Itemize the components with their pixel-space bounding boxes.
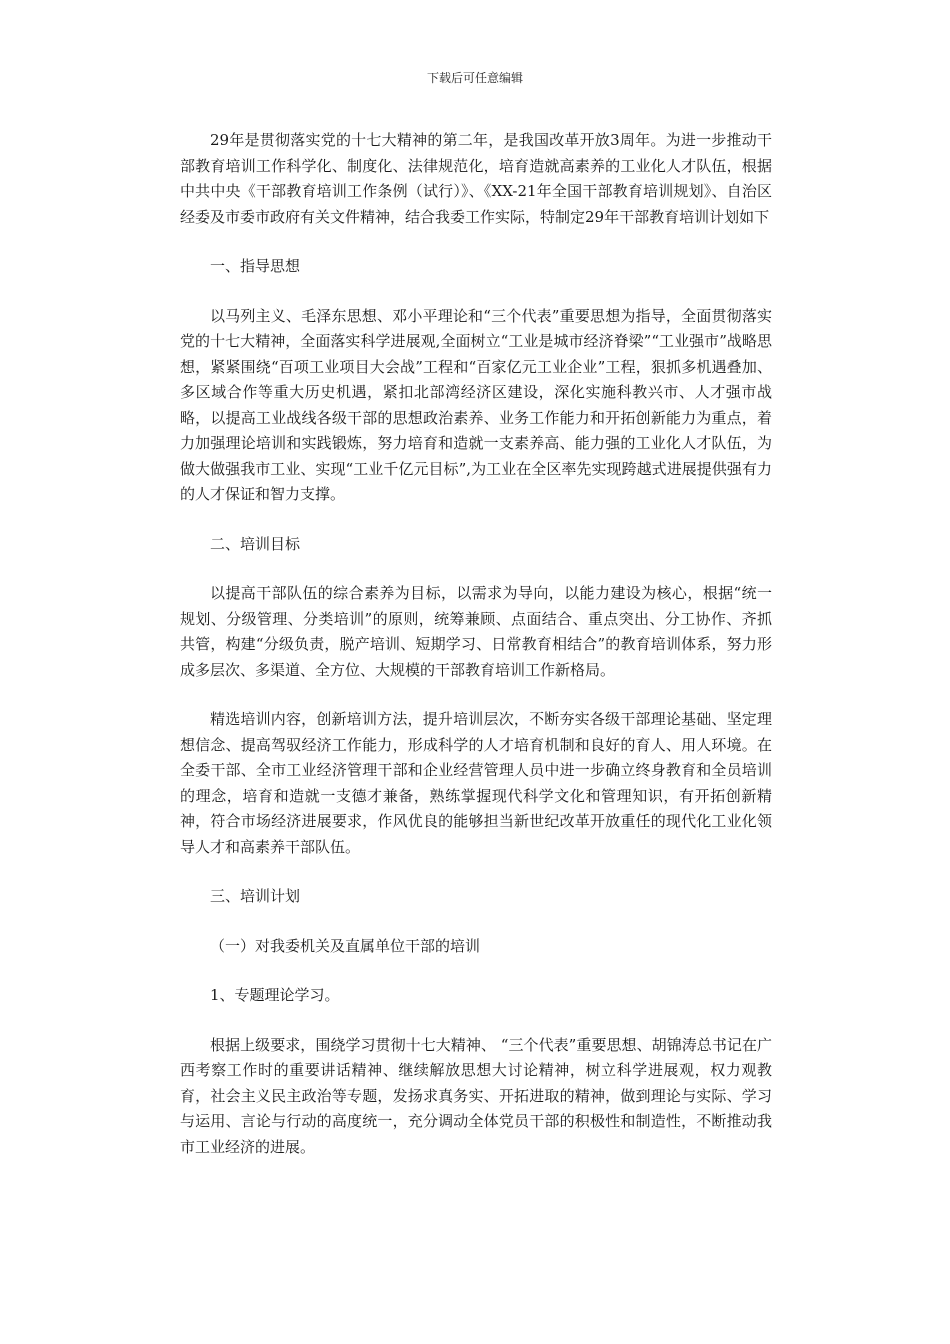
guiding-ideology-paragraph: 以马列主义、毛泽东思想、邓小平理论和“三个代表”重要思想为指导，全面贯彻落实党的十七大精神，全面落实科学进展观,全面树立“工业是城市经济脊梁”“工业强市”战略思想，紧紧围绕“百项工业项目大会战”工程和“百家亿元工业企业”工程，狠抓多机遇叠加、多区域合作等重大历史机遇，紧扣北部湾经济区建设，深化实施科教兴市、人才强市战略，以提高工业战线各级干部的思想政治素养、业务工作能力和开拓创新能力为重点，着力加强理论培训和实践锻炼，努力培育和造就一支素养高、能力强的工业化人才队伍，为做大做强我市工业、实现“工业千亿元目标”,为工业在全区率先实现跨越式进展提供强有力的人才保证和智力支撑。 (180, 306, 772, 503)
training-goals-paragraph-2: 精选培训内容，创新培训方法，提升培训层次，不断夯实各级干部理论基础、坚定理想信念、提高驾驭经济工作能力，形成科学的人才培育机制和良好的育人、用人环境。在全委干部、全市工业经济管理干部和企业经营管理人员中进一步确立终身教育和全员培训的理念，培育和造就一支德才兼备，熟练掌握现代科学文化和管理知识，有开拓创新精神，符合市场经济进展要求，作风优良的能够担当新世纪改革开放重任的现代化工业化领导人才和高素养干部队伍。 (180, 710, 772, 856)
subsection-heading-agency-staff: （一）对我委机关及直属单位干部的培训 (210, 936, 481, 955)
item-heading-theory-study: 1、专题理论学习。 (210, 986, 340, 1004)
document-body (180, 128, 772, 1184)
theory-study-paragraph: 根据上级要求，围绕学习贯彻十七大精神、 “三个代表”重要思想、胡锦涛总书记在广西考察工作时的重要讲话精神、继续解放思想大讨论精神，树立科学进展观，权力观教育，社会主义民主政治等专题，发扬求真务实、开拓进取的精神，做到理论与实际、学习与运用、言论与行动的高度统一，充分调动全体党员干部的积极性和制造性，不断推动我市工业经济的进展。 (180, 1035, 772, 1156)
section-heading-training-goals: 二、培训目标 (210, 534, 301, 553)
header-note: 下载后可任意编辑 (426, 71, 523, 85)
section-heading-training-plan: 三、培训计划 (210, 887, 301, 905)
intro-paragraph: 29年是贯彻落实党的十七大精神的第二年，是我国改革开放3周年。为进一步推动干部教育培训工作科学化、制度化、法律规范化，培育造就高素养的工业化人才队伍，根据中共中央《干部教育培训工作条例（试行）》、《XX-21年全国干部教育培训规划》、自治区经委及市委市政府有关文件精神，结合我委工作实际，特制定29年干部教育培训计划如下 (180, 131, 772, 226)
training-goals-paragraph-1: 以提高干部队伍的综合素养为目标，以需求为导向，以能力建设为核心，根据“统一规划、分级管理、分类培训”的原则，统筹兼顾、点面结合、重点突出、分工协作、齐抓共管，构建“分级负责，脱产培训、短期学习、日常教育相结合”的教育培训体系，努力形成多层次、多渠道、全方位、大规模的干部教育培训工作新格局。 (180, 584, 772, 679)
section-heading-guiding-ideology: 一、指导思想 (210, 257, 301, 275)
